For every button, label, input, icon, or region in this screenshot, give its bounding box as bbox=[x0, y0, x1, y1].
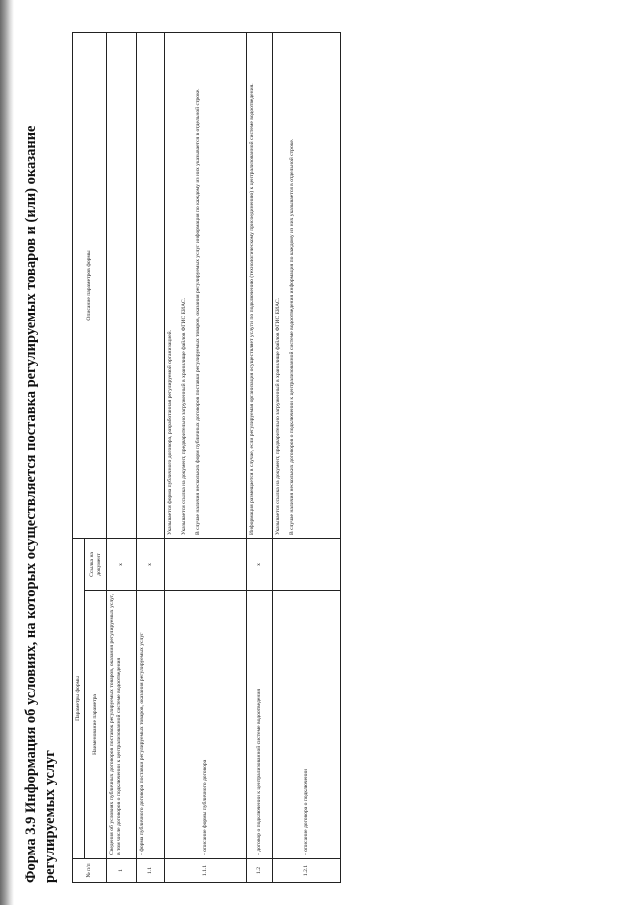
row-description bbox=[107, 32, 137, 538]
description-line: Указывается ссылка на документ, предварительно загруженный в хранилище файлов ФГИС ЕИАС. bbox=[275, 298, 281, 535]
description-line: Информация размещается в случае, если регулируемая организация осуществляет услуги по подключению (технологическому присоединению) к централизованной системе водоотведения. bbox=[249, 83, 255, 535]
row-number: 1.1 bbox=[137, 859, 165, 883]
row-param-name: - описание договора о подключении bbox=[273, 591, 341, 859]
row-param-name: Сведения об условиях публичных договоров поставок регулируемых товаров, оказания регулируемых услуг, в том числе договоров о подключении к централизованной системе водоотведения bbox=[107, 591, 137, 859]
rotated-page bbox=[22, 23, 632, 883]
header-number: № п/п bbox=[73, 859, 107, 883]
header-param-name: Наименование параметра bbox=[85, 591, 107, 859]
description-line: В случае наличия нескольких форм публичных договоров поставки регулируемых товаров, оказания регулируемых услуг информация по каждому из них указывается в отдельной строке. bbox=[195, 88, 201, 535]
header-doc-link: Ссылка на документ bbox=[85, 538, 107, 590]
row-description bbox=[273, 32, 341, 538]
row-param-name: - форма публичного договора поставки регулируемых товаров, оказания регулируемых услуг bbox=[137, 591, 165, 859]
table-row bbox=[137, 32, 165, 882]
description-line: Указывается ссылка на документ, предварительно загруженный в хранилище файлов ФГИС ЕИАС. bbox=[181, 298, 187, 535]
table-row bbox=[107, 32, 137, 882]
header-description: Описание параметров формы bbox=[73, 32, 107, 538]
header-params-group: Параметры формы bbox=[73, 538, 85, 858]
form-title: Форма 3.9 Информация об условиях, на которых осуществляется поставка регулируемых товаров и (или) оказание регулируемых услуг bbox=[23, 125, 58, 883]
row-doc-link bbox=[273, 538, 341, 590]
row-number: 1.2.1 bbox=[273, 859, 341, 883]
row-number: 1 bbox=[107, 859, 137, 883]
row-description bbox=[137, 32, 165, 538]
row-description bbox=[165, 32, 247, 538]
row-doc-link: x bbox=[137, 538, 165, 590]
description-line: Указывается форма публичного договора, разработанная регулируемой организацией. bbox=[167, 329, 173, 535]
row-doc-link: x bbox=[107, 538, 137, 590]
parameters-table bbox=[72, 32, 341, 883]
table-row bbox=[247, 32, 273, 882]
row-doc-link: x bbox=[247, 538, 273, 590]
row-number: 1.1.1 bbox=[165, 859, 247, 883]
table-row bbox=[273, 32, 341, 882]
row-doc-link bbox=[165, 538, 247, 590]
row-param-name: - описание формы публичного договора bbox=[165, 591, 247, 859]
row-number: 1.2 bbox=[247, 859, 273, 883]
row-description bbox=[247, 32, 273, 538]
scan-shadow-edge bbox=[0, 0, 14, 905]
table-row bbox=[165, 32, 247, 882]
row-param-name: - договор о подключении к централизованной системе водоотведения bbox=[247, 591, 273, 859]
description-line: В случае наличия нескольких договоров о подключении к централизованной системе водоотведения информация по каждому из них указывается в отдельной строке. bbox=[289, 138, 295, 535]
